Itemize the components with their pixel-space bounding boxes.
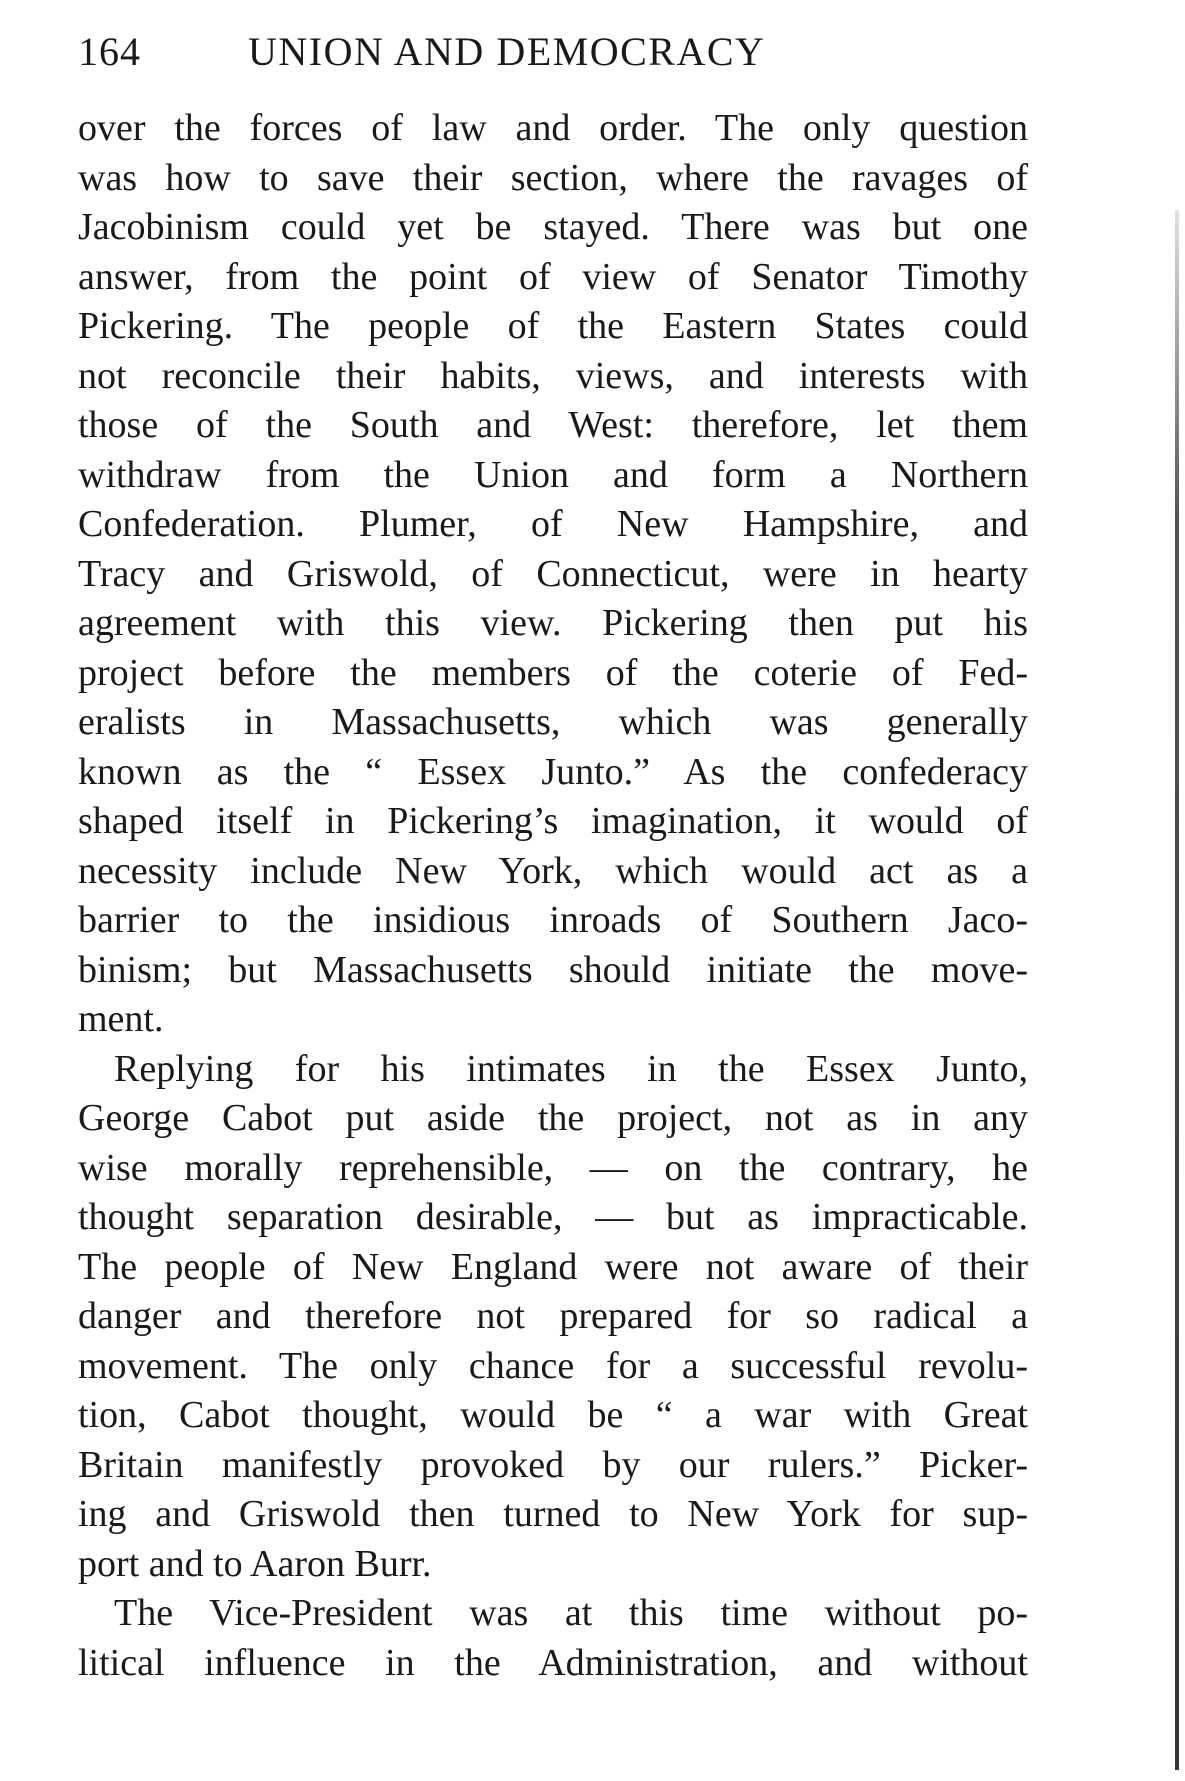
text-line: shaped itself in Pickering’s imagination, it would of bbox=[78, 800, 1028, 842]
text-line: The Vice-President was at this time without po- bbox=[114, 1592, 1028, 1634]
text-line: Tracy and Griswold, of Connecticut, were in hearty bbox=[78, 552, 1028, 595]
text-line: Jacobinism could yet be stayed. There was but one bbox=[78, 206, 1028, 248]
page-header bbox=[78, 28, 1028, 104]
text-line: The people of New England were not aware of their bbox=[78, 1245, 1028, 1288]
running-title: UNION AND DEMOCRACY bbox=[248, 29, 766, 74]
text-line: Britain manifestly provoked by our rulers.” Picker- bbox=[78, 1443, 1028, 1486]
text-line: Pickering. The people of the Eastern States could bbox=[78, 305, 1028, 347]
text-line: necessity include New York, which would act as a bbox=[78, 849, 1028, 892]
text-line: George Cabot put aside the project, not as in any bbox=[78, 1097, 1028, 1139]
paragraph-2 bbox=[78, 1045, 1028, 1590]
text-line: was how to save their section, where the ravages of bbox=[78, 156, 1028, 199]
page-edge-shadow bbox=[1175, 210, 1179, 1770]
text-line: port and to Aaron Burr. bbox=[78, 1542, 432, 1585]
text-line: danger and therefore not prepared for so radical a bbox=[78, 1295, 1028, 1337]
text-line: not reconcile their habits, views, and interests with bbox=[78, 354, 1028, 397]
text-line: agreement with this view. Pickering then put his bbox=[78, 602, 1028, 644]
text-line: binism; but Massachusetts should initiate the move- bbox=[78, 948, 1028, 991]
text-line: barrier to the insidious inroads of Southern Jaco- bbox=[78, 899, 1028, 941]
text-line: withdraw from the Union and form a Northern bbox=[78, 453, 1028, 496]
text-line: litical influence in the Administration, and without bbox=[78, 1641, 1028, 1684]
text-line: ing and Griswold then turned to New York for sup- bbox=[78, 1493, 1028, 1535]
text-line: known as the “ Essex Junto.” As the confederacy bbox=[78, 750, 1028, 793]
text-line: ment. bbox=[78, 998, 164, 1040]
text-line: movement. The only chance for a successful revolu- bbox=[78, 1344, 1028, 1387]
text-line: wise morally reprehensible, — on the contrary, he bbox=[78, 1146, 1028, 1189]
page-number: 164 bbox=[78, 29, 141, 74]
text-line: eralists in Massachusetts, which was generally bbox=[78, 701, 1028, 743]
text-line: thought separation desirable, — but as impracticable. bbox=[78, 1196, 1028, 1238]
text-line: Replying for his intimates in the Essex Junto, bbox=[114, 1047, 1028, 1090]
body-text bbox=[78, 104, 1028, 1688]
text-line: tion, Cabot thought, would be “ a war with Great bbox=[78, 1394, 1028, 1436]
paragraph-1 bbox=[78, 104, 1028, 1045]
text-line: project before the members of the coterie of Fed- bbox=[78, 651, 1028, 694]
text-line: those of the South and West: therefore, let them bbox=[78, 404, 1028, 446]
text-line: Confederation. Plumer, of New Hampshire, and bbox=[78, 503, 1028, 545]
paragraph-3 bbox=[78, 1589, 1028, 1688]
text-line: answer, from the point of view of Senator Timothy bbox=[78, 255, 1028, 298]
text-line: over the forces of law and order. The only question bbox=[78, 107, 1028, 149]
book-page bbox=[78, 28, 1028, 1688]
